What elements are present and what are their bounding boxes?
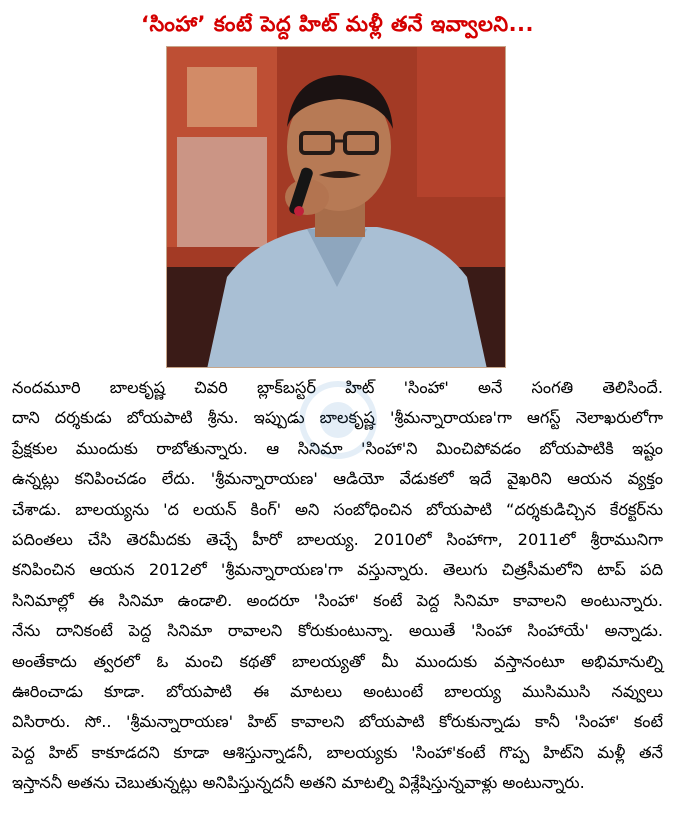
article-line: ప్రేక్షకుల ముందుకు రాబోతున్నారు. ఆ సినిమా 'సింహా'ని మించిపోవడం బోయపాటికి ఇష్టం	[12, 438, 663, 458]
article-line: చేశాడు. బాలయ్యను 'ద లయన్ కింగ్' అని సంబోధించిన బోయపాటి “దర్శకుడిచ్చిన కేరక్టర్‌ను	[12, 499, 663, 519]
article-line: అంతేకాదు త్వరలో ఓ మంచి కథతో బాలయ్యతో మీ ముందుకు వస్తానంటూ అభిమానుల్ని	[12, 651, 663, 671]
article-line: సినిమాల్లో ఈ సినిమా ఉండాలి. అందరూ 'సింహా' కంటే పెద్ద సినిమా కావాలని అంటున్నారు.	[12, 590, 663, 610]
article-line: ఇస్తాననీ అతను చెబుతున్నట్లు అనిపిస్తున్నదనీ అతని మాటల్ని విశ్లేషిస్తున్నవాళ్లు అంటున్నారు.	[12, 773, 585, 793]
article-line: పెద్ద హిట్ కాకూడదని కూడా ఆశిస్తున్నాడనీ, బాలయ్యకు 'సింహా'కంటే గొప్ప హిట్‌ని మళ్లీ తనే	[12, 742, 663, 762]
article-line: నేను దానికంటే పెద్ద సినిమా రావాలని కోరుకుంటున్నా. అయితే 'సింహా సింహాయే' అన్నాడు.	[12, 621, 663, 641]
article-line: విసిరారు. సో.. 'శ్రీమన్నారాయణ' హిట్ కావాలని బోయపాటి కోరుకున్నాడు కానీ 'సింహా' కంటే	[12, 712, 663, 732]
photo-illustration	[167, 47, 506, 368]
article-photo	[166, 46, 506, 368]
article-line: దాని దర్శకుడు బోయపాటి శ్రీను. ఇప్పుడు బాలకృష్ణ 'శ్రీమన్నారాయణ'గా ఆగస్ట్ నెలాఖరులోగా	[12, 408, 663, 428]
article-line: ఊరించాడు కూడా. బోయపాటి ఈ మాటలు అంటుంటే బాలయ్య ముసిముసి నవ్వులు	[12, 681, 663, 701]
article-line: పదింతలు చేసి తెరమీదకు తెచ్చే హీరో బాలయ్య. 2010లో సింహాగా, 2011లో శ్రీరామునిగా	[12, 529, 663, 549]
article-line: కనిపించిన ఆయన 2012లో 'శ్రీమన్నారాయణ'గా వస్తున్నారు. తెలుగు చిత్రసీమలోని టాప్ పది	[12, 560, 663, 580]
article-body	[12, 373, 663, 798]
article-headline: ‘సింహా’ కంటే పెద్ద హిట్ మళ్లీ తనే ఇవ్వాలని...	[140, 12, 535, 36]
article-line: నందమూరి బాలకృష్ణ చివరి బ్లాక్‌బస్టర్ హిట్ 'సింహా' అనే సంగతి తెలిసిందే.	[12, 378, 663, 397]
article-line: ఉన్నట్లు కనిపించడం లేదు. 'శ్రీమన్నారాయణ' ఆడియో వేడుకలో ఇదే వైఖరిని ఆయన వ్యక్తం	[12, 469, 663, 489]
